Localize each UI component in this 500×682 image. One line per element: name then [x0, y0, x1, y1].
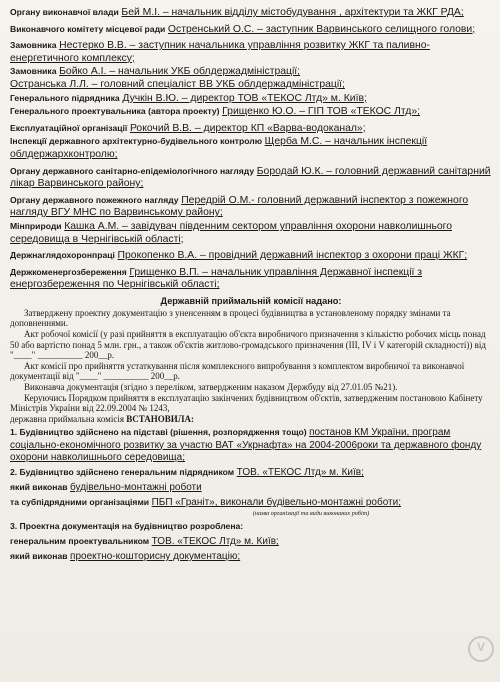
member-name: Бородай Ю.К. – головний державний санітарний лікар Варвинського району;: [10, 165, 491, 190]
member-name: Грищенко Ю.О. – ГІП ТОВ «ТЕКОС Лтд»;: [222, 106, 421, 118]
section-2-label: 2. Будівництво здійснено генеральним підрядником: [10, 467, 235, 478]
member-name: Нестерко В.В. – заступник начальника управління розвитку ЖКГ та паливно-енергетичного комплексу;: [10, 40, 430, 64]
commission-line: [10, 414, 492, 425]
paragraph: Акт робочої комісії (у разі прийняття в експлуатацію об'єкта виробничого призначення з кількістю робочих місць понад 50 або вартістю понад 5 млн. грн., а також об'єктів житлово-громадського призначення (III, IV і V категорій складності)) від "____" __________ 200__р.: [10, 329, 486, 361]
member-name: Прокопенко В.А. – провідний державний інспектор з охорони праці ЖКГ;: [117, 250, 468, 262]
section-3-performed: [10, 550, 492, 563]
section-2-performed-label: який виконав: [10, 482, 68, 493]
member-entry: [10, 220, 492, 246]
member-role: Замовника: [10, 66, 57, 77]
member-role: Мінприроди: [10, 220, 62, 231]
member-entry: [10, 65, 492, 79]
section-3-designer-label: генеральним проектувальником: [10, 535, 150, 546]
section-2-sub-value: ПБП «Граніт», виконали будівельно-монтажні роботи;: [151, 497, 401, 509]
member-entry: [10, 135, 492, 161]
section-2-value: ТОВ. «ТЕКОС Лтд» м. Київ;: [236, 467, 364, 479]
member-name: Грищенко В.П. – начальник управління Державної інспекції з енергозбереження по Чернігівській області;: [10, 266, 423, 291]
paragraph: Затверджену проектну документацію з уненсенням в процесі будівництва в установленому порядку змінами та доповненнями.: [10, 307, 451, 329]
member-role: Держкоменергозбереження: [10, 266, 127, 277]
section-3-designer: [10, 535, 492, 548]
member-role: Органу виконавчої влади: [10, 7, 119, 17]
member-name: Кашка А.М. – завідувач південним сектором управління охорони навколишнього середовища в Чернігівській області;: [10, 220, 452, 245]
section-3-performed-value: проектно-кошторисну документацію;: [70, 551, 241, 563]
member-entry: [10, 194, 492, 220]
section-2-sub: [10, 496, 492, 509]
section-1: [10, 426, 492, 464]
member-entry: [10, 23, 492, 37]
member-role: Держнаглядохоронпраці: [10, 250, 115, 261]
section-3-label: 3. Проектна документація на будівництво розроблена:: [10, 520, 244, 531]
section-2-sub-label: та субпідрядними організаціями: [10, 497, 150, 508]
member-name: Остренський О.С. – заступник Варвинського селищного голови;: [167, 23, 476, 35]
member-entry: [10, 105, 492, 119]
section-3-performed-label: який виконав: [10, 551, 68, 562]
member-role: Органу державного санітарно-епідеміологічного нагляду: [10, 165, 255, 176]
member-name: Дучкін В.Ю. – директор ТОВ «ТЕКОС Лтд» м. Київ;: [122, 92, 367, 104]
section-2-performed: [10, 481, 492, 494]
member-entry: [10, 122, 492, 136]
member-entry: [10, 92, 492, 106]
watermark-logo: V: [468, 636, 494, 662]
section-heading: Державній приймальній комісії надано:: [160, 295, 342, 306]
member-entry: [10, 79, 492, 92]
commission-prefix: державна приймальна комісія: [10, 413, 124, 424]
member-role: Замовника: [10, 40, 57, 51]
member-role: Органу державного пожежного нагляду: [10, 194, 179, 205]
member-name: Бей М.І. – начальник відділу містобудування , архітектури та ЖКГ РДА;: [121, 7, 464, 18]
section-3-designer-value: ТОВ. «ТЕКОС Лтд» м. Київ;: [151, 535, 279, 547]
member-role: Генерального проектувальника (автора проекту): [10, 106, 220, 117]
member-role: Експлуатаційної організації: [10, 122, 128, 133]
section-1-value: постанов КМ України, програм соціально-економічного розвитку за участю ВАТ «Укрнафта» на 2004-2006роки та державного фонду охорони навколишнього середовища;: [10, 427, 482, 463]
member-role: Інспекції державного архітектурно-будівельного контролю: [10, 136, 263, 147]
commission-members: [10, 6, 492, 292]
member-name: Бойко А.І. – начальник УКБ облдержадміністрації;: [59, 66, 301, 78]
section-2-performed-value: будівельно-монтажні роботи: [70, 482, 202, 494]
member-entry: [10, 39, 492, 65]
section-2: [10, 466, 492, 479]
section-1-label: 1. Будівництво здійснено на підставі (рішення, розпорядження тощо): [10, 427, 307, 438]
section-2-note: (назва організації та види виконаних робіт): [252, 509, 370, 517]
member-name: Рокочий В.В. – директор КП «Варва-водоканал»;: [129, 122, 366, 134]
member-name: Передрій О.М.- головний державний інспектор з пожежного нагляду ВГУ МНС по Варвинському району;: [10, 194, 469, 219]
paragraph: Керуючись Порядком прийняття в експлуатацію закінчених будівництвом об'єктів, затвердженим постановою Кабінету Міністрів України від 22.09.2004 № 1243,: [10, 392, 483, 414]
member-name: Щерба М.С. – начальник інспекції облдержархконтролю;: [10, 136, 428, 160]
member-role: Виконавчого комітету місцевої ради: [10, 23, 166, 34]
member-name: Остранська Л.Л. – головний спеціаліст ВВ УКБ облдержадміністрації;: [10, 78, 345, 90]
member-entry: [10, 266, 492, 292]
paragraph: Виконавча документація (згідно з переліком, затвердженим наказом Держбуду від 27.01.05 №21).: [24, 382, 398, 393]
member-role: Генерального підрядника: [10, 92, 120, 103]
section-3: [10, 520, 492, 533]
member-entry: [10, 249, 492, 263]
member-entry: [10, 6, 492, 20]
commission-verdict: ВСТАНОВИЛА:: [126, 413, 195, 424]
member-entry: [10, 165, 492, 191]
paragraph: Акт комісії про прийняття устаткування після комплексного випробування з комплектом виробничої та виконавчої документації від "____" __________ 200__р.: [10, 360, 465, 382]
